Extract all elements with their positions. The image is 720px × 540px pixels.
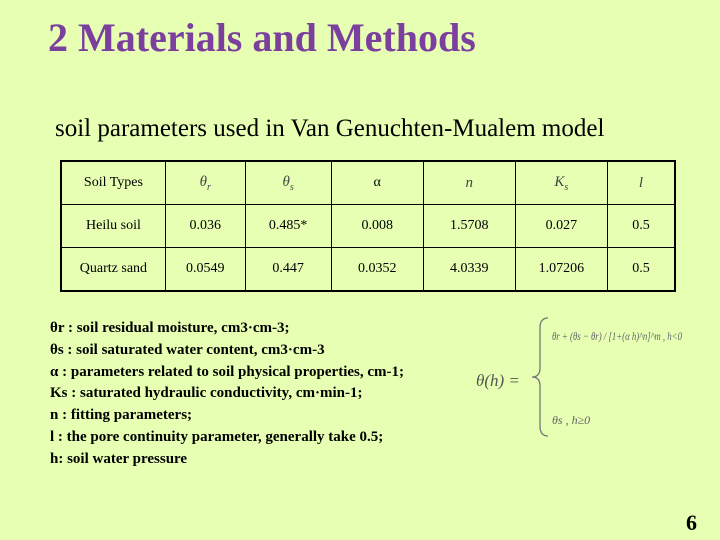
note-alpha: α : parameters related to soil physical properties, cm-1; (50, 363, 404, 380)
header-l: l (607, 161, 675, 205)
page-number: 6 (686, 510, 697, 535)
cell-alpha: 0.008 (331, 205, 423, 248)
note-theta-r: θr : soil residual moisture, cm3·cm-3; (50, 320, 290, 336)
cell-theta-r: 0.0549 (165, 248, 245, 292)
soil-parameters-table (60, 160, 676, 292)
header-theta-r: $\theta_r$ (165, 161, 245, 205)
header-theta-s: $\theta_s$ (245, 161, 331, 205)
table-caption: soil parameters used in Van Genuchten-Mualem model (55, 115, 605, 142)
cell-theta-r: 0.036 (165, 205, 245, 248)
header-alpha: α (331, 161, 423, 205)
cell-soil-type: Quartz sand (61, 248, 165, 292)
cell-l: 0.5 (607, 248, 675, 292)
page-title: 2 Materials and Methods (48, 15, 476, 60)
parameter-definitions (50, 318, 404, 471)
cell-theta-s: 0.447 (245, 248, 331, 292)
cell-ks: 0.027 (515, 205, 607, 248)
cell-ks: 1.07206 (515, 248, 607, 292)
cell-theta-s: 0.485* (245, 205, 331, 248)
cell-soil-type: Heilu soil (61, 205, 165, 248)
van-genuchten-formula (476, 312, 686, 442)
formula-case-2: θs , h≥0 (552, 413, 591, 427)
header-n: n (423, 161, 515, 205)
cell-n: 4.0339 (423, 248, 515, 292)
cell-alpha: 0.0352 (331, 248, 423, 292)
note-l: l : the pore continuity parameter, generally take 0.5; (50, 428, 384, 445)
header-soil-types: Soil Types (61, 161, 165, 205)
table-row (61, 205, 675, 248)
cell-n: 1.5708 (423, 205, 515, 248)
formula-lhs: θ(h) = (476, 371, 520, 390)
cell-l: 0.5 (607, 205, 675, 248)
header-ks: $K_s$ (515, 161, 607, 205)
note-theta-s: θs : soil saturated water content, cm3·cm-3 (50, 341, 325, 358)
table-row (61, 248, 675, 292)
formula-brace (532, 318, 548, 436)
formula-case-1: θr + (θs − θr) / [1+(α h)^n]^m , h<0 (552, 329, 682, 343)
table-header-row (61, 161, 675, 205)
note-n: n : fitting parameters; (50, 407, 193, 424)
note-h: h: soil water pressure (50, 450, 188, 467)
note-ks: Ks : saturated hydraulic conductivity, cm·min-1; (50, 385, 363, 402)
